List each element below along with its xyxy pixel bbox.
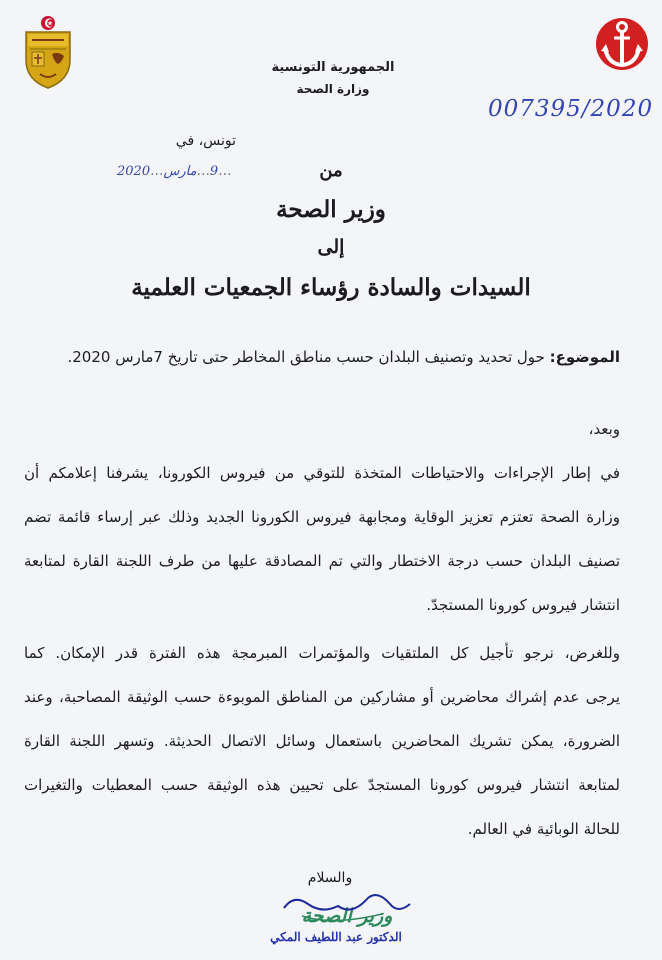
paragraph-1-line: تصنيف البلدان حسب درجة الاختطار والتي تم المصادقة عليها من طرف اللجنة القارة لمتابعة bbox=[24, 552, 620, 570]
closing-greeting: والسلام bbox=[307, 870, 353, 886]
paragraph-2-line: لمتابعة انتشار فيروس كورونا المستجدّ على تحيين هذه الوثيقة حسب المعطيات والتغيرات bbox=[24, 776, 620, 794]
date-year: 2020 bbox=[117, 164, 151, 179]
republic-name: الجمهورية التونسية bbox=[271, 60, 395, 75]
signature-title: وزير الصحة bbox=[301, 905, 393, 927]
date-month: مارس bbox=[163, 164, 197, 179]
red-crescent-anchor-icon bbox=[594, 14, 650, 82]
paragraph-1-line: في إطار الإجراءات والاحتياطات المتخذة للتوقي من فيروس الكورونا، يشرفنا إعلامكم أن bbox=[24, 464, 620, 482]
subject-label: الموضوع: bbox=[549, 348, 620, 366]
tunisia-coat-of-arms-icon bbox=[20, 14, 76, 90]
paragraph-2-line: وللغرض، نرجو تأجيل كل الملتقيات والمؤتمرات المبرمجة هذه الفترة قدر الإمكان. كما bbox=[24, 644, 620, 662]
signatory-name: الدكتور عبد اللطيف المكي bbox=[270, 930, 402, 944]
title-recipients: السيدات والسادة رؤساء الجمعيات العلمية bbox=[131, 274, 531, 301]
title-to: إلى bbox=[317, 236, 345, 258]
letterhead bbox=[238, 58, 428, 100]
paragraph-1-line: انتشار فيروس كورونا المستجدّ. bbox=[426, 596, 620, 614]
salutation: وبعد، bbox=[588, 420, 620, 438]
paragraph-2-line: يرجى عدم إشراك محاضرين أو مشاركين من المناطق الموبوءة حسب الوثيقة المصاحبة، وعند bbox=[24, 688, 620, 706]
date-label: تونس، في bbox=[175, 133, 236, 149]
date-day: 9 bbox=[209, 164, 219, 179]
handwritten-reference-number: 007395/2020 bbox=[488, 96, 654, 122]
paragraph-2-line: الضرورة، يمكن تشريك المحاضرين باستعمال وسائل الاتصال الحديثة. وتسهر اللجنة القارة bbox=[24, 732, 620, 750]
paragraph-2-line: للحالة الوبائية في العالم. bbox=[467, 820, 620, 838]
ministry-name: وزارة الصحة bbox=[296, 82, 370, 96]
date-line: تونس، في ...9...مارس...2020 bbox=[117, 133, 236, 179]
paragraph-1-line: وزارة الصحة تعتزم تعزيز الوقاية ومجابهة فيروس الكورونا الجديد وذلك عبر إرساء قائمة تضم bbox=[24, 508, 620, 526]
title-minister: وزير الصحة bbox=[276, 196, 386, 223]
subject-line bbox=[60, 344, 620, 370]
subject-text: حول تحديد وتصنيف البلدان حسب مناطق المخاطر حتى تاريخ 7مارس 2020. bbox=[67, 348, 545, 366]
title-from: من bbox=[319, 160, 343, 181]
signature-stamp bbox=[262, 886, 432, 956]
